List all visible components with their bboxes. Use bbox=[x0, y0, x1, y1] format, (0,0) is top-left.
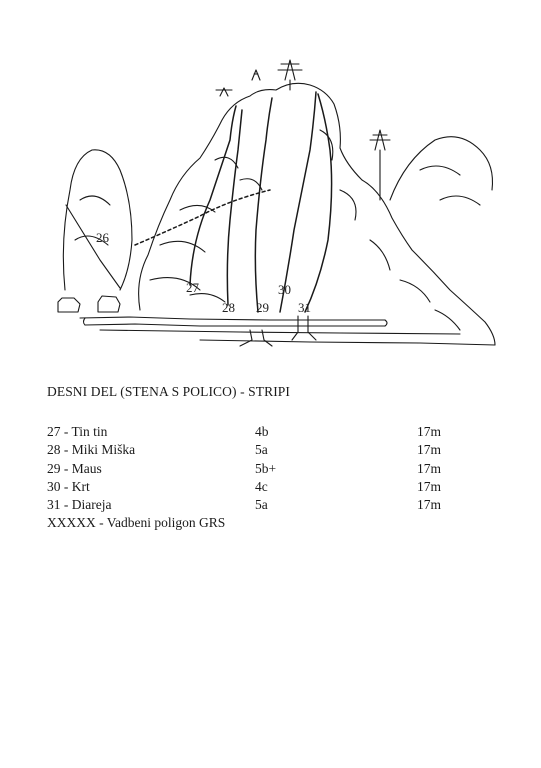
route-length: 17m bbox=[417, 424, 442, 439]
route-row bbox=[47, 424, 507, 442]
route-label-27: 27 bbox=[186, 280, 199, 295]
training-line-legend: XXXXX - Vadbeni poligon GRS bbox=[47, 515, 226, 530]
route-row bbox=[47, 497, 507, 515]
route-name: 31 - Diareja bbox=[47, 497, 112, 512]
route-grade: 5a bbox=[255, 497, 268, 512]
route-label-26: 26 bbox=[96, 230, 109, 245]
route-grade: 4c bbox=[255, 479, 268, 494]
route-length: 17m bbox=[417, 479, 442, 494]
route-name: 29 - Maus bbox=[47, 461, 102, 476]
route-label-28: 28 bbox=[222, 300, 235, 315]
crag-topo-drawing bbox=[40, 40, 500, 360]
route-length: 17m bbox=[417, 497, 442, 512]
route-grade: 4b bbox=[255, 424, 269, 439]
route-name: 28 - Miki Miška bbox=[47, 442, 136, 457]
route-row bbox=[47, 442, 507, 460]
route-row bbox=[47, 479, 507, 497]
route-length: 17m bbox=[417, 442, 442, 457]
route-name: 27 - Tin tin bbox=[47, 424, 108, 439]
route-label-30: 30 bbox=[278, 282, 291, 297]
route-label-29: 29 bbox=[256, 300, 269, 315]
route-grade: 5b+ bbox=[255, 461, 277, 476]
section-title: DESNI DEL (STENA S POLICO) - STRIPI bbox=[47, 384, 290, 399]
route-grade: 5a bbox=[255, 442, 268, 457]
route-row bbox=[47, 461, 507, 479]
route-label-31: 31 bbox=[298, 300, 311, 315]
route-name: 30 - Krt bbox=[47, 479, 90, 494]
route-length: 17m bbox=[417, 461, 442, 476]
